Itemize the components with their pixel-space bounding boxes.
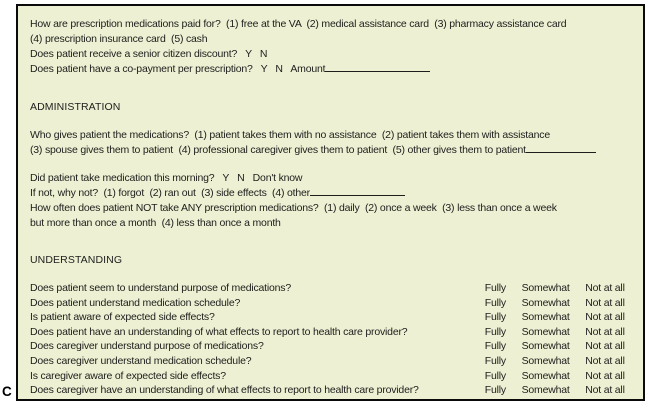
administration-who-block bbox=[30, 128, 639, 158]
question-who-gives-line2-text: (3) spouse gives them to patient (4) professional caregiver gives them to patient (5) other gives them to patient bbox=[30, 144, 526, 156]
question-senior-discount: Does patient receive a senior citizen discount? Y N bbox=[30, 48, 268, 60]
rating-fully: Fully bbox=[484, 384, 506, 397]
section-header-understanding: UNDERSTANDING bbox=[30, 254, 123, 266]
understanding-question: Does patient seem to understand purpose of medications? bbox=[30, 282, 292, 294]
understanding-question: Is caregiver aware of expected side effects? bbox=[30, 369, 226, 382]
rating-fully: Fully bbox=[484, 325, 506, 338]
rating-somewhat: Somewhat bbox=[521, 340, 570, 353]
understanding-table bbox=[30, 281, 639, 398]
question-how-often-line1: How often does patient NOT take ANY prescription medications? (1) daily (2) once a week (3) less than once a week bbox=[30, 202, 557, 214]
section-header-administration: ADMINISTRATION bbox=[30, 101, 121, 113]
rating-somewhat: Somewhat bbox=[521, 282, 570, 294]
understanding-question: Does patient understand medication schedule? bbox=[30, 296, 241, 309]
understanding-question: Is patient aware of expected side effects? bbox=[30, 311, 215, 324]
question-why-not bbox=[30, 186, 639, 201]
understanding-question: Does patient have an understanding of what effects to report to health care provider? bbox=[30, 325, 408, 338]
rating-fully: Fully bbox=[484, 354, 506, 367]
table-row bbox=[30, 310, 639, 325]
table-row bbox=[30, 281, 639, 296]
rating-not-at-all: Not at all bbox=[585, 354, 625, 367]
payment-section bbox=[30, 17, 639, 77]
amount-blank-line bbox=[325, 62, 430, 72]
rating-fully: Fully bbox=[484, 296, 506, 309]
table-row bbox=[30, 369, 639, 384]
table-row bbox=[30, 383, 639, 398]
rating-somewhat: Somewhat bbox=[521, 325, 570, 338]
rating-not-at-all: Not at all bbox=[585, 311, 625, 324]
rating-somewhat: Somewhat bbox=[521, 384, 570, 397]
rating-somewhat: Somewhat bbox=[521, 296, 570, 309]
rating-somewhat: Somewhat bbox=[521, 311, 570, 324]
rating-not-at-all: Not at all bbox=[585, 296, 625, 309]
why-not-other-blank-line bbox=[310, 186, 405, 196]
table-row bbox=[30, 339, 639, 354]
rating-not-at-all: Not at all bbox=[585, 369, 625, 382]
question-copay bbox=[30, 62, 639, 77]
figure-label: C bbox=[2, 384, 12, 399]
question-why-not-text: If not, why not? (1) forgot (2) ran out (3) side effects (4) other bbox=[30, 187, 310, 199]
rating-somewhat: Somewhat bbox=[521, 354, 570, 367]
rating-fully: Fully bbox=[484, 369, 506, 382]
rating-somewhat: Somewhat bbox=[521, 369, 570, 382]
table-row bbox=[30, 296, 639, 311]
understanding-question: Does caregiver understand purpose of medications? bbox=[30, 340, 264, 353]
other-gives-blank-line bbox=[526, 143, 596, 153]
question-paid-for-line2: (4) prescription insurance card (5) cash bbox=[30, 33, 208, 45]
question-took-this-morning: Did patient take medication this morning? Y N Don't know bbox=[30, 172, 303, 184]
understanding-question: Does caregiver have an understanding of what effects to report to health care provider? bbox=[30, 384, 419, 397]
rating-not-at-all: Not at all bbox=[585, 325, 625, 338]
rating-fully: Fully bbox=[484, 340, 506, 353]
rating-not-at-all: Not at all bbox=[585, 384, 625, 397]
question-how-often-line2: but more than once a month (4) less than once a month bbox=[30, 217, 281, 229]
understanding-question: Does caregiver understand medication schedule? bbox=[30, 354, 252, 367]
administration-adherence-block bbox=[30, 171, 639, 231]
form-panel bbox=[16, 4, 645, 401]
rating-fully: Fully bbox=[484, 311, 506, 324]
question-who-gives-line2 bbox=[30, 143, 639, 158]
question-who-gives-line1: Who gives patient the medications? (1) patient takes them with no assistance (2) patient takes them with assistance bbox=[30, 129, 550, 141]
question-paid-for-line1: How are prescription medications paid for? (1) free at the VA (2) medical assistance card (3) pharmacy assistance card bbox=[30, 18, 567, 30]
table-row bbox=[30, 354, 639, 369]
question-copay-text: Does patient have a co-payment per prescription? Y N Amount bbox=[30, 63, 326, 75]
table-row bbox=[30, 325, 639, 340]
rating-fully: Fully bbox=[484, 282, 506, 294]
rating-not-at-all: Not at all bbox=[585, 340, 625, 353]
rating-not-at-all: Not at all bbox=[585, 282, 625, 294]
